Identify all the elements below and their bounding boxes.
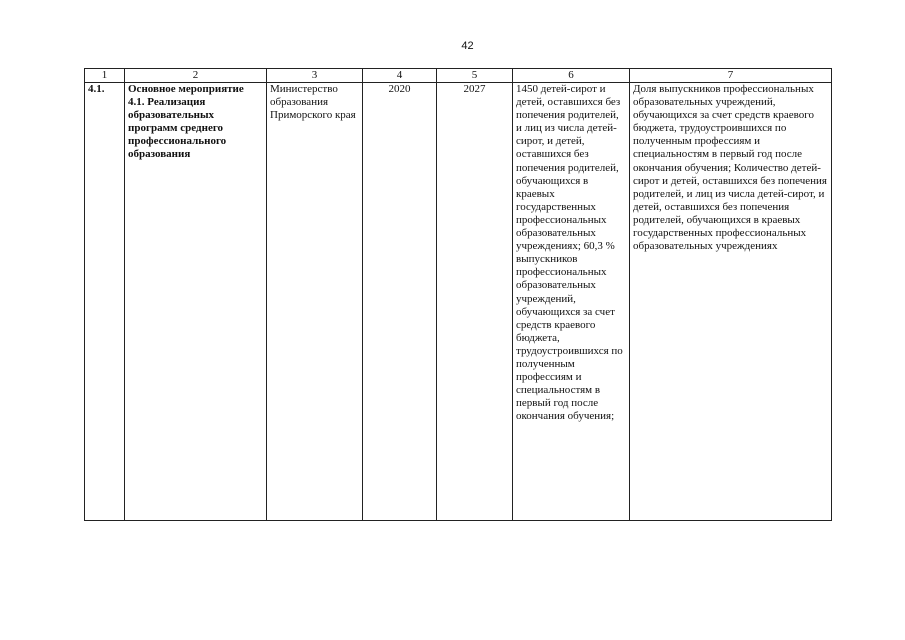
target-indicators: Доля выпускников профессиональных образовательных учреждений, обучающихся за счет средств краевого бюджета, трудоустроившихся по полученным профессиям и специальностям в первый год после окончания обучения; Количество детей-сирот и детей, оставшихся без попечения родителей, и лиц из числа детей-сирот, и детей, оставшихся без попечения родителей, обучающихся в краевых государственных профессиональных образовательных учреждениях xyxy=(630,83,832,521)
start-year: 2020 xyxy=(363,83,437,521)
end-year: 2027 xyxy=(437,83,513,521)
column-number-2: 2 xyxy=(125,69,267,83)
measure-name: Основное мероприятие 4.1. Реализация образовательных программ среднего профессионального образования xyxy=(125,83,267,521)
program-measures-table xyxy=(84,68,832,521)
column-number-7: 7 xyxy=(630,69,832,83)
row-index: 4.1. xyxy=(85,83,125,521)
table-row xyxy=(85,83,832,521)
column-number-6: 6 xyxy=(513,69,630,83)
column-number-row xyxy=(85,69,832,83)
column-number-4: 4 xyxy=(363,69,437,83)
responsible-executor: Министерство образования Приморского края xyxy=(267,83,363,521)
page-number: 42 xyxy=(461,40,474,52)
expected-result: 1450 детей-сирот и детей, оставшихся без попечения родителей, и лиц из числа детей-сирот, и детей, оставшихся без попечения родителей, обучающихся в краевых государственных профессиональных образовательных учреждениях; 60,3 % выпускников профессиональных образовательных учреждений, обучающихся за счет средств краевого бюджета, трудоустроившихся по полученным профессиям и специальностям в первый год после окончания обучения; xyxy=(513,83,630,521)
column-number-5: 5 xyxy=(437,69,513,83)
column-number-1: 1 xyxy=(85,69,125,83)
column-number-3: 3 xyxy=(267,69,363,83)
